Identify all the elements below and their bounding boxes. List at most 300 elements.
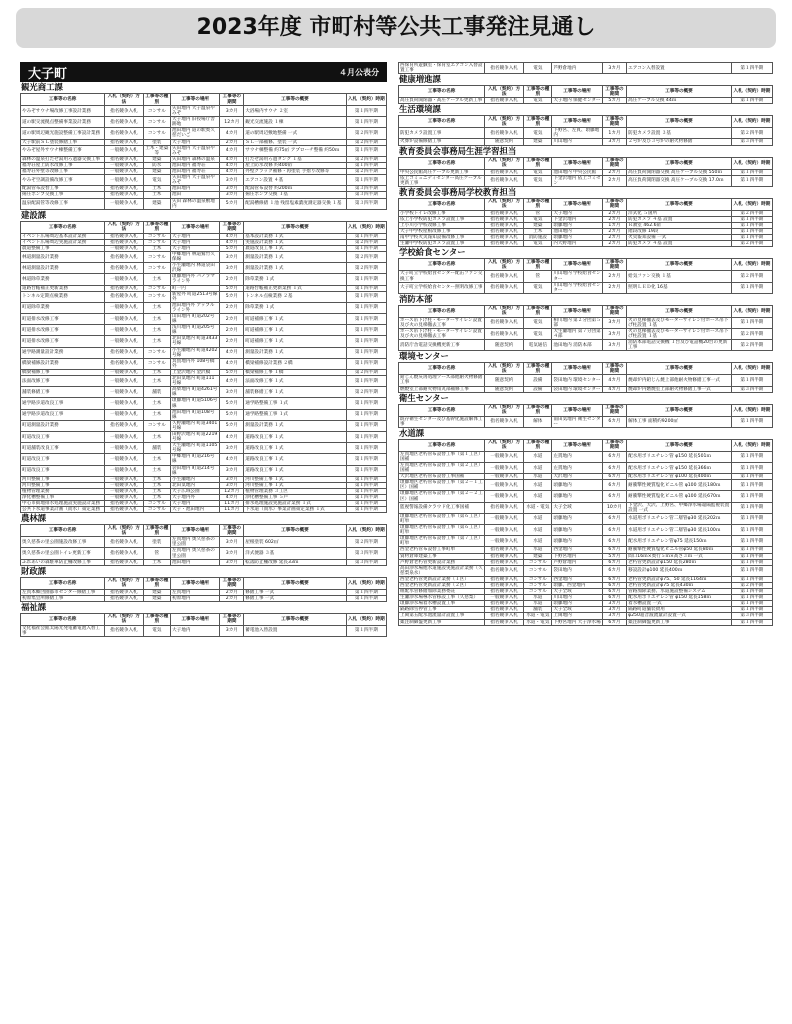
table-cell: 第１四半期: [346, 245, 386, 251]
table-cell: 高圧負荷開閉器交換 高圧ケーブル交換 550ｍ: [627, 169, 732, 175]
table-cell: 洋式便器 ３基: [244, 548, 346, 559]
table-cell: 指名競争入札: [105, 595, 143, 601]
table-cell: 火の見梯撤去及びモーターサイレン付ホース吊下げ柱設置 １基: [627, 328, 732, 339]
table-cell: 大生瀬地内 町道1105号線: [171, 443, 220, 454]
table-cell: 土木: [143, 192, 170, 198]
table-cell: 消防本部電話交換機 １台及び電話機20台の更新工事: [627, 340, 732, 351]
table-cell: 池田地内: [171, 186, 220, 192]
table-cell: 火災報知設備 一式: [627, 235, 732, 241]
table-cell: 法面改修工事 １式: [244, 376, 346, 387]
table-row: [21, 537, 387, 548]
table-cell: 2カ月: [602, 282, 626, 293]
table-cell: 第１四半期: [731, 375, 772, 386]
table-cell: 一般競争入札: [485, 463, 524, 474]
table-cell: 管: [524, 210, 552, 216]
table-cell: 浄化槽整備工事 ５戸: [244, 495, 346, 501]
table-row: [399, 241, 773, 247]
table-cell: 随意契約: [485, 340, 524, 351]
table-cell: 3カ月: [220, 251, 244, 262]
table-cell: 第１四半期: [731, 63, 772, 74]
table-cell: 水道用ポリエチレン管二層管φ30 延長100ｍ: [627, 525, 732, 536]
table-cell: 指名競争入札: [485, 235, 524, 241]
table-cell: 久野瀬地内 町道3401号線: [171, 420, 220, 431]
data-table: [398, 362, 773, 392]
table-cell: 頃藤地内 町道5106号線: [171, 398, 220, 409]
column-header: 入札（契約）時期: [731, 198, 772, 210]
table-cell: 指名競争入札: [105, 139, 143, 145]
table-header-row: [399, 116, 773, 128]
column-header: 工事等の名称: [21, 525, 105, 537]
column-header: 工事等の概要: [244, 577, 346, 589]
table-cell: 3カ月: [220, 537, 244, 548]
table-cell: Ｒ教室 462.6㎡: [627, 223, 732, 229]
table-cell: 第１四半期: [731, 513, 772, 524]
table-cell: 池田: [171, 192, 220, 198]
data-table: [398, 157, 773, 187]
table-cell: 第１四半期: [731, 480, 772, 491]
column-header: 工事等の概要: [627, 157, 732, 169]
table-cell: 指名競争入札: [485, 416, 524, 427]
table-cell: 池田地内 道の駅奥久慈だいご: [171, 128, 220, 139]
table-cell: 管: [524, 271, 552, 282]
table-cell: 2カ月: [602, 241, 626, 247]
table-cell: 修繕工事 一式: [244, 595, 346, 601]
table-cell: 法面改修工事: [21, 376, 105, 387]
table-cell: 土木: [143, 186, 170, 192]
table-cell: 西金地内: [552, 547, 602, 553]
table-cell: 第１四半期: [346, 454, 386, 465]
table-cell: 指名競争入札: [485, 216, 524, 222]
column-header: 工事等の場所: [552, 404, 602, 416]
table-cell: 2カ月: [602, 271, 626, 282]
column-header: 工事等の名称: [399, 259, 485, 271]
table-cell: 頃藤地区老朽管布設替工事（第７工区）町単: [400, 536, 483, 547]
table-cell: 6カ月: [602, 451, 626, 462]
column-header: 工事等の種別: [143, 94, 170, 106]
table-cell: 一般競争入札: [485, 525, 524, 536]
table-cell: ＳＬ一部補修、塗装 一式: [244, 139, 346, 145]
table-cell: 4カ月: [220, 376, 244, 387]
table-cell: 老朽管更新設計φ75、50 延長1164ｍ: [627, 576, 732, 582]
column-header: 工事等の概要: [627, 259, 732, 271]
table-cell: 管: [143, 548, 170, 559]
table-cell: 高圧負荷開閉器交換 高圧ケーブル交換 17.0ｍ: [627, 175, 732, 186]
table-cell: 河川整備工事: [21, 476, 105, 482]
table-cell: 第１四半期: [731, 601, 772, 607]
table-cell: 指名競争入札: [105, 420, 143, 431]
table-cell: 大子地内: [171, 245, 220, 251]
table-cell: 指名競争入札: [105, 285, 143, 291]
table-row: [21, 302, 387, 313]
table-cell: 3カ月: [602, 139, 626, 145]
table-cell: 一般競争入札: [105, 325, 143, 336]
table-cell: 一般競争入札: [105, 274, 143, 285]
table-cell: コンサル: [143, 347, 170, 358]
table-cell: 第１四半期: [346, 302, 386, 313]
table-cell: 道路改良工事 １式: [244, 465, 346, 476]
table-cell: 大子地内 旧役場庁舎跡地: [171, 117, 220, 128]
table-cell: 第１四半期: [346, 420, 386, 431]
table-row: [21, 376, 387, 387]
table-cell: 測量設計業務 １式: [244, 251, 346, 262]
table-cell: 第１四半期: [346, 376, 386, 387]
table-row: [399, 565, 773, 576]
table-cell: 第１四半期: [731, 565, 772, 576]
table-cell: 奥久慈茶の里公園施設改修工事: [21, 537, 105, 548]
table-cell: 左貫地内: [171, 589, 220, 595]
table-cell: 指名競争入札: [485, 576, 524, 582]
table-cell: 指名競争入札: [485, 607, 524, 613]
table-cell: 火葬炉設備修繕工事: [399, 139, 485, 145]
column-header: 入札（契約）方法: [485, 157, 524, 169]
table-cell: ふれあいの森駐車防止柵改修工事: [21, 559, 105, 565]
table-row: [399, 480, 773, 491]
section-title: 建設課: [21, 209, 47, 220]
column-header: 工事等の概要: [627, 305, 732, 317]
table-cell: 建築: [143, 156, 170, 162]
table-cell: 一般競争入札: [105, 145, 143, 156]
table-cell: 第２四半期: [731, 210, 772, 216]
table-cell: 鉛じん焼灰再処理ゾーズ部他耐火物修繕工事: [399, 375, 485, 386]
table-cell: 消防庁舎電話交換機更新工事: [399, 340, 485, 351]
table-cell: 川山地内: [552, 139, 602, 145]
column-header: 工事等の場所: [552, 363, 602, 375]
column-header: 入札（契約）時期: [346, 577, 386, 589]
section-title: 福祉課: [21, 601, 47, 612]
table-cell: 第３四半期: [346, 559, 386, 565]
table-row: [21, 559, 387, 565]
table-cell: 矢田地内 大子温泉やみぞ: [171, 175, 220, 186]
table-cell: コンサル: [143, 420, 170, 431]
table-cell: 3カ月: [602, 328, 626, 339]
table-cell: 大沢地内: [552, 474, 602, 480]
table-cell: 西金老朽管更新設計業務（２区）: [399, 582, 485, 588]
table-cell: 第１四半期: [731, 607, 772, 613]
table-cell: 第１四半期: [731, 169, 772, 175]
table-cell: 第１四半期: [731, 525, 772, 536]
table-cell: 指名競争入札: [105, 186, 143, 192]
table-cell: コンサル: [143, 507, 170, 513]
table-cell: 指名競争入札: [485, 553, 524, 559]
table-cell: 袋田地内 環境センター: [552, 375, 602, 386]
table-cell: 防犯カメラ設置 ３基: [627, 128, 732, 139]
column-header: 入札（契約）時期: [731, 116, 772, 128]
table-cell: 北田気地内 町道111号線: [171, 376, 220, 387]
table-cell: 一般競争入札: [105, 302, 143, 313]
table-cell: 第１四半期: [731, 463, 772, 474]
table-cell: 建築: [524, 553, 552, 559]
table-cell: 水道: [524, 513, 552, 524]
table-cell: 指名競争入札: [105, 192, 143, 198]
table-cell: 3カ月: [220, 106, 244, 117]
column-header: 工事等の期間: [220, 94, 244, 106]
table-cell: 第１四半期: [346, 175, 386, 186]
column-header: 工事等の種別: [524, 116, 552, 128]
table-row: [399, 139, 773, 145]
table-cell: エアコン入替設置: [627, 63, 732, 74]
column-header: 入札（契約）方法: [105, 94, 143, 106]
table-cell: 2カ月: [220, 589, 244, 595]
table-cell: 第２四半期: [346, 537, 386, 548]
table-cell: 建築: [143, 589, 170, 595]
table-cell: 第１四半期: [731, 282, 772, 293]
table-cell: 5カ月: [602, 553, 626, 559]
table-cell: 第２四半期: [346, 139, 386, 145]
table-cell: 3カ月: [220, 263, 244, 274]
table-cell: ２号炉及び３号炉の耐火材修繕: [627, 139, 732, 145]
table-cell: 土木: [143, 495, 170, 501]
table-cell: 内大野地内: [552, 241, 602, 247]
table-cell: 電気: [524, 175, 552, 186]
table-cell: 袋田地内 町道214号線: [171, 465, 220, 476]
table-cell: 水道: [524, 491, 552, 502]
table-cell: 森林の温泉打たせ湯用ろ過器交換工事: [21, 156, 105, 162]
table-cell: 第１四半期: [346, 501, 386, 507]
table-cell: 指名競争入札: [105, 537, 143, 548]
table-cell: 大子広域公園: [171, 488, 220, 494]
data-table: [398, 198, 773, 248]
table-row: [399, 98, 773, 104]
column-header: 工事等の名称: [21, 613, 105, 625]
data-table: [20, 613, 387, 637]
table-cell: 通学路歩道改良工事: [21, 409, 105, 420]
table-cell: 第１四半期: [346, 285, 386, 291]
table-cell: 防犯カメラ ４基 設置: [627, 241, 732, 247]
table-cell: 上岡地内: [552, 613, 602, 619]
table-cell: 土木: [143, 274, 170, 285]
table-cell: 配湯槽修繕 １池 残留塩素濃度測定器交換 １基: [244, 198, 346, 209]
table-cell: 1カ月: [602, 223, 626, 229]
table-cell: 生瀬中学校防犯カメラ設置工事: [399, 241, 485, 247]
table-cell: 下金沢地内 依上コミセン: [553, 175, 601, 186]
column-header: 工事等の場所: [552, 259, 602, 271]
table-cell: 中郷地内 町道216号線: [171, 454, 220, 465]
table-cell: ホース吊下げ柱・モーターサイレン設置及び火の見梯撤去工事: [399, 328, 485, 339]
table-cell: 観光交流施設 １棟: [244, 117, 346, 128]
data-table: [20, 524, 387, 565]
data-table: [398, 115, 773, 145]
table-cell: 消防施設: [524, 235, 552, 241]
table-cell: 奥久慈茶の里公園トイレ更新工事: [21, 548, 105, 559]
table-cell: 池田地内 消防本部: [552, 340, 602, 351]
table-cell: 土木: [143, 454, 170, 465]
table-cell: 第１四半期: [731, 223, 772, 229]
table-row: [21, 507, 387, 513]
table-cell: 基本設計業務 １式: [244, 233, 346, 239]
table-cell: 6カ月: [602, 416, 626, 427]
table-cell: 池田地内 中央公民館: [552, 169, 602, 175]
table-cell: 池田地内: [552, 229, 602, 235]
table-cell: 中心市街地排水処理施設実施設計業務: [21, 501, 105, 507]
table-cell: 指名競争入札: [485, 502, 524, 513]
table-cell: 町道補修工事 １式: [244, 336, 346, 347]
table-cell: 一般競争入札: [485, 480, 524, 491]
table-cell: 着水槽設置 一式: [627, 601, 732, 607]
table-cell: 4カ月: [220, 347, 244, 358]
table-cell: 6カ月: [602, 474, 626, 480]
column-header: 工事等の種別: [143, 525, 170, 537]
table-cell: 道路台帳補正更新業務: [21, 285, 105, 291]
table-header-row: [21, 613, 387, 625]
table-cell: 一般競争入札: [105, 314, 143, 325]
table-cell: 町道除草業務: [21, 302, 105, 313]
table-cell: 林道測量設計業務: [21, 251, 105, 262]
table-cell: 指名競争入札: [485, 328, 524, 339]
table-cell: 指名競争入札: [485, 582, 524, 588]
column-header: 工事等の場所: [552, 86, 602, 98]
table-row: [21, 548, 387, 559]
table-cell: 頃藤地内: [552, 223, 602, 229]
table-cell: 指名競争入札: [105, 559, 143, 565]
table-cell: 下金沢地内: [552, 216, 602, 222]
table-cell: 中央公民館高圧ケーブル更新工事: [399, 169, 485, 175]
data-table: [20, 93, 387, 210]
column-header: 工事等の概要: [244, 221, 346, 233]
table-cell: 第１四半期: [731, 547, 772, 553]
table-cell: 土木: [143, 431, 170, 442]
table-row: [399, 328, 773, 339]
table-cell: 洋式化 ５箇所: [627, 210, 732, 216]
table-cell: 川山地内: [552, 595, 602, 601]
table-row: [399, 340, 773, 351]
table-cell: 第３四半期: [346, 192, 386, 198]
table-cell: 3カ月: [602, 607, 626, 613]
section-title: 衛生センター: [399, 392, 449, 403]
table-cell: 文化福祉会館太陽光発電蓄電池入替工事: [21, 625, 105, 636]
table-cell: 第１四半期: [346, 625, 386, 636]
table-cell: 管路加除業務、水道施設整備システム: [627, 589, 732, 595]
table-cell: 4カ月: [220, 239, 244, 245]
table-cell: 橋梁補修設計業務: [21, 358, 105, 369]
table-cell: トンネル点検業務 ２基: [244, 291, 346, 302]
table-cell: 大子全域: [552, 589, 602, 595]
table-cell: 左貫地内 奥久慈茶の里公園: [171, 548, 220, 559]
table-row: [399, 619, 773, 625]
table-cell: 道路台帳補正更新業務 １式: [244, 285, 346, 291]
column-header: 工事等の種別: [524, 439, 552, 451]
table-cell: 左貫地内: [552, 451, 602, 462]
table-cell: 町道改良工事: [21, 454, 105, 465]
table-cell: 芦野倉地内: [552, 559, 602, 565]
column-header: 工事等の期間: [602, 363, 626, 375]
table-cell: 第１四半期: [731, 595, 772, 601]
table-row: [21, 454, 387, 465]
table-cell: 第１四半期: [346, 476, 386, 482]
table-cell: 移設設計φ100 延長400ｍ: [627, 565, 732, 576]
table-cell: 水道・電気: [524, 613, 552, 619]
table-cell: 5カ月: [220, 420, 244, 431]
column-header: 工事等の名称: [399, 86, 485, 98]
table-cell: 大子地内: [171, 501, 220, 507]
table-header-row: [21, 221, 387, 233]
table-cell: 土木: [143, 476, 170, 482]
table-cell: 下野宮地内: [552, 553, 602, 559]
table-cell: 電気: [143, 175, 170, 186]
table-cell: 2カ月: [220, 595, 244, 601]
table-row: [399, 63, 773, 74]
table-cell: 下野宮、左貫、頃藤地内: [552, 128, 602, 139]
table-cell: 西保育所遊戯室・保育室エアコン入替設置工事: [399, 63, 485, 74]
column-header: 工事等の名称: [21, 94, 105, 106]
left-column: [20, 62, 387, 1020]
column-header: 工事等の期間: [220, 221, 244, 233]
table-cell: 2カ月: [602, 216, 626, 222]
table-cell: 指名競争入札: [105, 233, 143, 239]
table-cell: 4カ月: [220, 233, 244, 239]
table-cell: 新屋外 町道2513号線外: [171, 291, 220, 302]
column-header: 工事等の期間: [602, 439, 626, 451]
table-cell: 一般競争入札: [105, 198, 143, 209]
table-cell: コンサル: [143, 291, 170, 302]
table-cell: 頃藤地内: [552, 525, 602, 536]
table-row: [399, 536, 773, 547]
table-row: [21, 409, 387, 420]
table-cell: 公共下水道事業計画（而水）策定業務: [21, 507, 105, 513]
table-cell: 随意契約: [485, 139, 524, 145]
table-cell: 指名競争入札: [485, 175, 524, 186]
table-cell: 2カ月: [602, 175, 626, 186]
table-cell: 上金沢地内 金沢橋: [171, 369, 220, 375]
table-cell: 指名競争入札: [485, 547, 524, 553]
table-cell: 配湯管布設替 約200ｍ: [244, 186, 346, 192]
column-header: 入札（契約）方法: [105, 613, 143, 625]
right-column: [398, 62, 773, 1020]
table-row: [21, 291, 387, 302]
table-row: [21, 358, 387, 369]
column-header: 工事等の場所: [552, 439, 602, 451]
table-cell: 冥賀地内外 108号橋外: [171, 358, 220, 369]
table-cell: 5カ月: [220, 245, 244, 251]
table-cell: 焼却炉内燃焼室上部耐火物修繕工事一式: [627, 386, 732, 392]
table-cell: 給気ファン交換 １基: [627, 271, 732, 282]
table-cell: 水道: [524, 536, 552, 547]
table-cell: 第２四半期: [731, 328, 772, 339]
section-title: 観光商工課: [21, 82, 63, 92]
table-row: [399, 375, 773, 386]
right-sections: [398, 74, 773, 625]
table-row: [399, 169, 773, 175]
section-title: 学校給食センター: [399, 247, 466, 258]
table-row: [21, 443, 387, 454]
table-row: [21, 106, 387, 117]
column-header: 工事等の名称: [399, 363, 485, 375]
table-cell: 第１四半期: [346, 482, 386, 488]
table-cell: 温泉配湯管等改修工事: [21, 198, 105, 209]
table-cell: 指名競争入札: [485, 210, 524, 216]
column-header: 工事等の概要: [627, 404, 732, 416]
table-cell: コンサル: [524, 565, 552, 576]
table-cell: 防水: [143, 162, 170, 168]
table-cell: 屋上防水改修 約400㎡: [244, 162, 346, 168]
table-cell: コンサル: [524, 576, 552, 582]
table-cell: 5カ月: [220, 409, 244, 420]
table-cell: 指名競争入札: [485, 613, 524, 619]
column-header: 工事等の名称: [21, 577, 105, 589]
table-cell: 除草業務 １式: [244, 302, 346, 313]
table-cell: 道の駅交流拠点整備事業設計業務: [21, 117, 105, 128]
table-cell: コンサル: [143, 263, 170, 274]
column-header: 工事等の期間: [602, 116, 626, 128]
table-cell: 南中学校火災報知設備改修工事: [399, 235, 485, 241]
table-cell: 指名競争入札: [105, 358, 143, 369]
table-cell: 土木: [143, 245, 170, 251]
table-cell: 芦野倉地内: [552, 63, 602, 74]
column-header: 工事等の場所: [552, 305, 602, 317]
table-cell: 修繕工事 一式: [244, 589, 346, 595]
table-cell: 第２四半期: [346, 387, 386, 398]
table-row: [21, 336, 387, 347]
table-cell: 頃藤地区老朽管布設替工事（第２－２工区）国補: [400, 491, 483, 502]
